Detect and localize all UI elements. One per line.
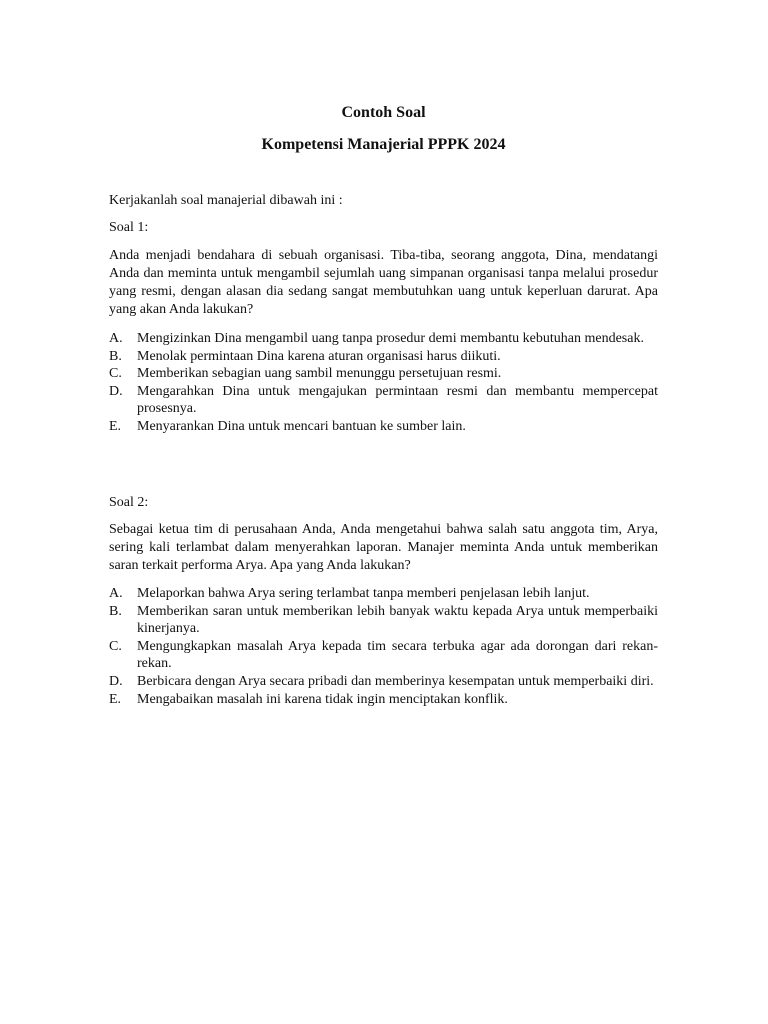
- option-letter: D.: [109, 673, 123, 689]
- question-2-label: Soal 2:: [109, 495, 149, 510]
- option-letter: C.: [109, 366, 122, 382]
- document-subtitle: Kompetensi Manajerial PPPK 2024: [261, 136, 506, 153]
- question-1-text: Anda menjadi bendahara di sebuah organisasi. Tiba-tiba, seorang anggota, Dina, mendatangi Anda dan meminta untuk mengambil sejumlah uang simpanan organisasi tanpa melalui prosedur yang resmi, dengan alasan dia sedang sangat membutuhkan uang untuk keperluan darurat. Apa yang akan Anda lakukan?: [109, 248, 658, 317]
- answer-option: [109, 383, 658, 418]
- answer-option: [109, 365, 658, 383]
- option-text: Mengizinkan Dina mengambil uang tanpa prosedur demi membantu kebutuhan mendesak.: [137, 331, 644, 346]
- option-text: Melaporkan bahwa Arya sering terlambat tanpa memberi penjelasan lebih lanjut.: [137, 586, 590, 601]
- option-text: Menolak permintaan Dina karena aturan organisasi harus diikuti.: [137, 348, 501, 364]
- option-letter: A.: [109, 331, 123, 346]
- answer-option: [109, 691, 658, 709]
- answer-option: [109, 638, 658, 673]
- option-letter: D.: [109, 383, 123, 399]
- option-text: Berbicara dengan Arya secara pribadi dan memberinya kesempatan untuk memperbaiki diri.: [137, 673, 654, 689]
- answer-option: [109, 673, 658, 691]
- option-text: Memberikan saran untuk memberikan lebih banyak waktu kepada Arya untuk memperbaiki kinerjanya.: [137, 603, 658, 637]
- option-text: Mengabaikan masalah ini karena tidak ingin menciptakan konflik.: [137, 691, 508, 707]
- option-letter: E.: [109, 691, 122, 707]
- option-letter: B.: [109, 348, 122, 364]
- question-1-label: Soal 1:: [109, 220, 149, 235]
- question-2-options: [109, 585, 658, 708]
- option-letter: C.: [109, 638, 122, 654]
- answer-option: [109, 603, 658, 638]
- answer-option: [109, 585, 658, 603]
- option-letter: A.: [109, 586, 123, 601]
- option-letter: E.: [109, 418, 122, 434]
- option-letter: B.: [109, 603, 122, 619]
- answer-option: [109, 418, 658, 436]
- option-text: Mengungkapkan masalah Arya kepada tim secara terbuka agar ada dorongan dari rekan-rekan.: [137, 638, 658, 672]
- answer-option: [109, 348, 658, 366]
- document-title: Contoh Soal: [341, 104, 426, 121]
- instruction-text: Kerjakanlah soal manajerial dibawah ini :: [109, 193, 343, 208]
- question-2-text: Sebagai ketua tim di perusahaan Anda, Anda mengetahui bahwa salah satu anggota tim, Arya, sering kali terlambat dalam menyerahkan laporan. Manajer meminta Anda untuk memberikan saran terkait performa Arya. Apa yang Anda lakukan?: [109, 522, 658, 573]
- option-text: Memberikan sebagian uang sambil menunggu persetujuan resmi.: [137, 366, 502, 382]
- option-text: Mengarahkan Dina untuk mengajukan permintaan resmi dan membantu mempercepat prosesnya.: [137, 383, 658, 417]
- answer-option: [109, 330, 658, 348]
- option-text: Menyarankan Dina untuk mencari bantuan ke sumber lain.: [137, 418, 466, 434]
- question-1-options: [109, 330, 658, 436]
